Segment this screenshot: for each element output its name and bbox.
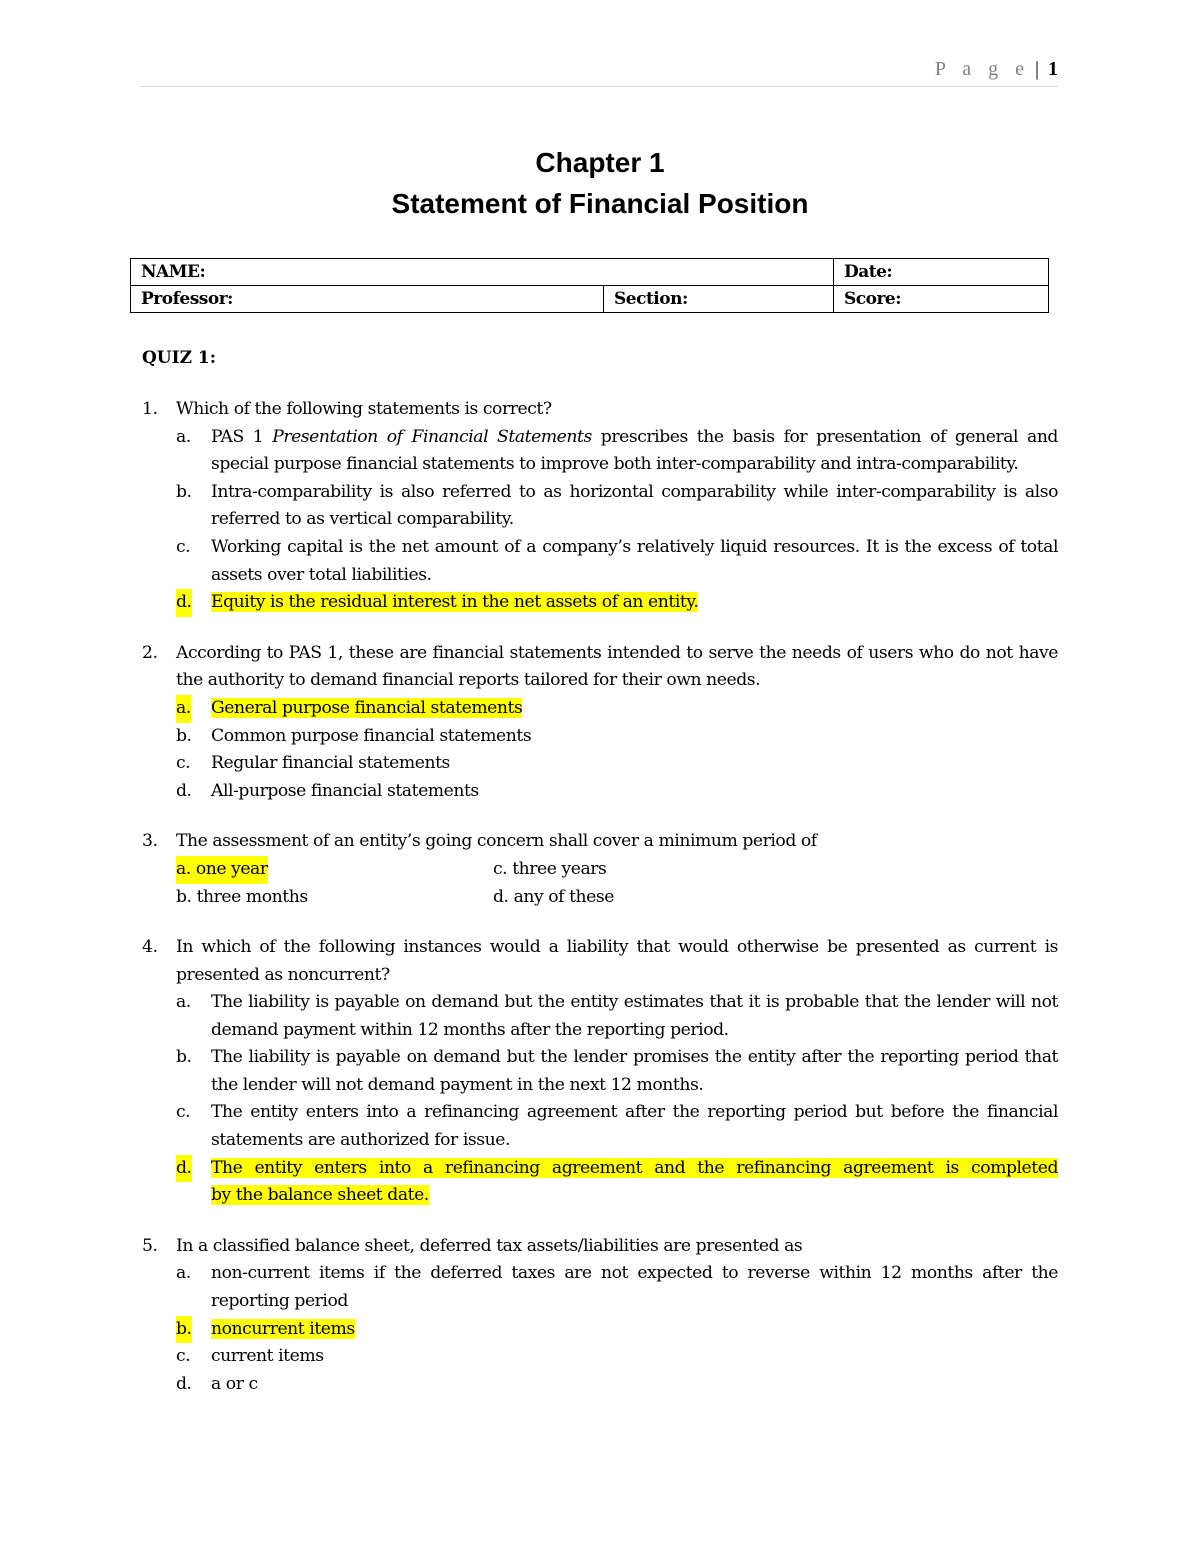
section-field[interactable]: Section: xyxy=(604,286,834,313)
option-c xyxy=(176,750,1058,778)
option-text-pre: PAS 1 xyxy=(211,426,273,447)
option-letter: b. xyxy=(176,1316,192,1344)
option-b xyxy=(176,1044,1058,1099)
chapter-title: Chapter 1 xyxy=(535,147,665,178)
option-letter: a. xyxy=(176,695,191,723)
option-letter: c. xyxy=(176,753,191,774)
option-letter: c. xyxy=(176,1346,191,1367)
question-number: 1. xyxy=(142,399,158,419)
option-a xyxy=(176,989,1058,1044)
option-d xyxy=(176,778,1058,806)
question-number: 3. xyxy=(142,831,158,852)
option-text: current items xyxy=(211,1346,324,1367)
option-text: The liability is payable on demand but the lender promises the entity after the reporting period that the lender will not demand payment in the next 12 months. xyxy=(211,1047,1058,1095)
date-field[interactable]: Date: xyxy=(834,259,1049,286)
option-d: d. any of these xyxy=(493,886,614,907)
option-letter: c. xyxy=(176,1102,191,1123)
option-text: The liability is payable on demand but the entity estimates that it is probable that the lender will not demand payment within 12 months after the reporting period. xyxy=(211,992,1058,1040)
option-letter: d. xyxy=(176,589,192,617)
question-number: 5. xyxy=(142,1235,158,1256)
page-number xyxy=(935,58,1058,81)
option-a-answer xyxy=(176,695,1058,723)
option-letter: a. xyxy=(176,426,191,447)
question-text: Which of the following statements is correct? xyxy=(176,399,552,419)
option-a xyxy=(176,424,1058,479)
option-b xyxy=(176,723,1058,751)
option-letter: c. xyxy=(176,536,191,557)
option-text: Working capital is the net amount of a company’s relatively liquid resources. It is the excess of total assets over total liabilities. xyxy=(211,536,1058,585)
question-number: 4. xyxy=(142,936,158,957)
option-letter: a. xyxy=(176,1263,191,1284)
option-text: All-purpose financial statements xyxy=(211,780,479,801)
option-text: The entity enters into a refinancing agreement after the reporting period but before the financial statements are authorized for issue. xyxy=(211,1102,1058,1151)
option-letter: a. xyxy=(176,992,191,1013)
option-text xyxy=(211,427,1058,475)
question-text: The assessment of an entity’s going concern shall cover a minimum period of xyxy=(176,831,817,852)
quiz-title: QUIZ 1: xyxy=(142,348,217,368)
option-text-italic: Presentation of Financial Statements xyxy=(272,426,592,447)
question-number: 2. xyxy=(142,642,158,663)
option-d-answer xyxy=(176,1155,1058,1210)
option-b-answer xyxy=(176,1316,1058,1344)
option-text: Common purpose financial statements xyxy=(211,725,532,746)
question-text: According to PAS 1, these are financial statements intended to serve the needs of users who do not have the authority to demand financial reports tailored for their own needs. xyxy=(176,642,1058,691)
option-letter: d. xyxy=(176,1155,192,1183)
student-info-table xyxy=(130,258,1049,313)
option-text: non-current items if the deferred taxes are not expected to reverse within 12 months after the reporting period xyxy=(211,1263,1058,1312)
page-header xyxy=(140,58,1058,87)
question-text: In which of the following instances would a liability that would otherwise be presented as current is presented as noncurrent? xyxy=(176,936,1058,985)
question-1 xyxy=(142,396,1058,617)
option-text: General purpose financial statements xyxy=(211,697,523,718)
option-a-answer: a. one year xyxy=(176,856,268,884)
option-letter: b. xyxy=(176,1047,192,1068)
name-field[interactable]: NAME: xyxy=(131,259,834,286)
option-letter: b. xyxy=(176,725,192,746)
question-text: In a classified balance sheet, deferred tax assets/liabilities are presented as xyxy=(176,1235,803,1256)
option-b: b. three months xyxy=(176,886,308,907)
option-c xyxy=(176,534,1058,589)
option-letter: b. xyxy=(176,481,192,502)
option-a xyxy=(176,1260,1058,1315)
option-grid xyxy=(176,856,1058,911)
question-4 xyxy=(142,934,1058,1210)
chapter-subtitle: Statement of Financial Position xyxy=(391,188,809,219)
option-text: Equity is the residual interest in the net assets of an entity. xyxy=(211,592,699,613)
page-separator: | xyxy=(1034,58,1039,80)
option-text: a or c xyxy=(211,1373,258,1394)
option-text: Intra-comparability is also referred to as horizontal comparability while inter-comparability is also referred to as vertical comparability. xyxy=(211,481,1058,530)
option-c: c. three years xyxy=(493,858,607,879)
professor-field[interactable]: Professor: xyxy=(131,286,604,313)
page-word: P a g e xyxy=(934,58,1030,80)
option-text-post: prescribes the basis for presentation of general and special purpose financial statements to improve both inter-comparability and intra-comparability. xyxy=(211,426,1058,475)
option-text: noncurrent items xyxy=(211,1318,355,1339)
option-c xyxy=(176,1099,1058,1154)
question-2 xyxy=(142,640,1058,806)
question-5 xyxy=(142,1233,1058,1399)
option-d xyxy=(176,1371,1058,1399)
option-b xyxy=(176,479,1058,534)
question-3 xyxy=(142,828,1058,911)
question-list xyxy=(142,396,1058,1421)
title-block xyxy=(0,142,1200,224)
option-c xyxy=(176,1343,1058,1371)
score-field[interactable]: Score: xyxy=(834,286,1049,313)
page-number-value: 1 xyxy=(1048,58,1058,80)
option-text-line2: by the balance sheet date. xyxy=(211,1185,429,1206)
option-text-line1: The entity enters into a refinancing agreement and the refinancing agreement is completed xyxy=(211,1157,1058,1178)
option-text: Regular financial statements xyxy=(211,753,450,774)
option-d-answer xyxy=(176,589,1058,617)
option-letter: d. xyxy=(176,780,192,801)
option-letter: d. xyxy=(176,1373,192,1394)
